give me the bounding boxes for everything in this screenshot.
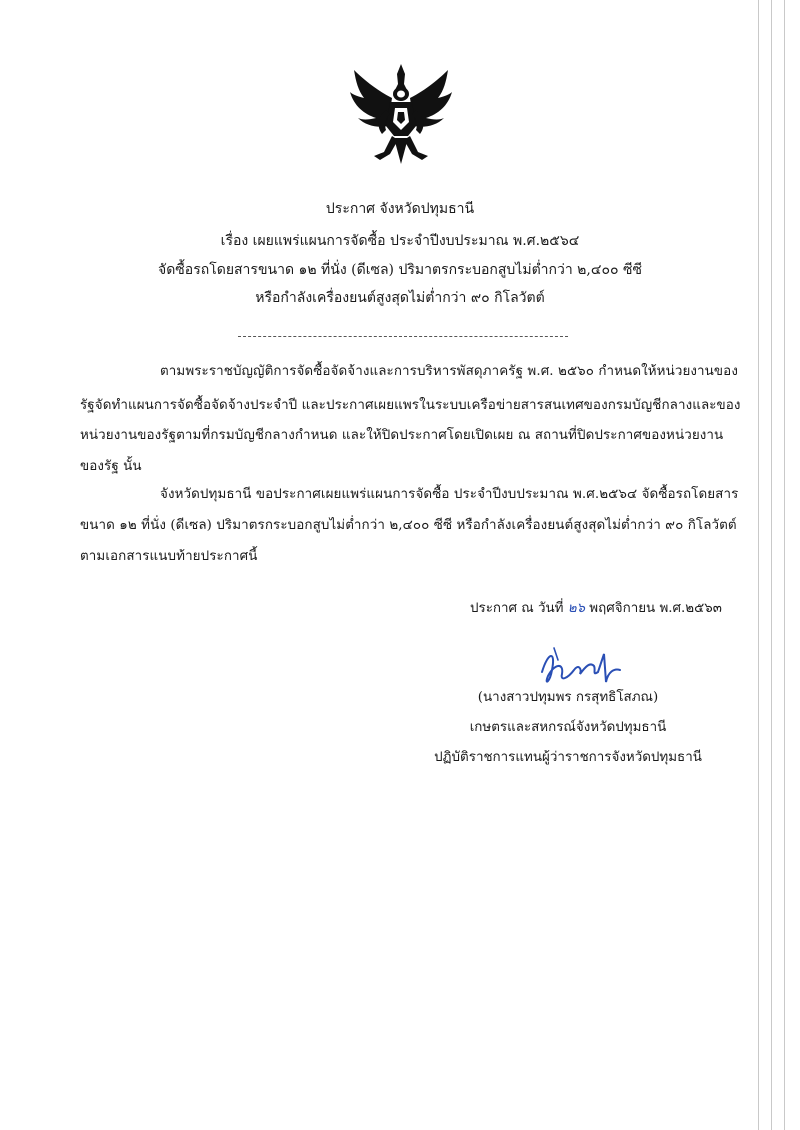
signatory-name: (นางสาวปทุมพร กรสุทธิโสภณ) [477, 690, 659, 705]
scan-edge-line [771, 0, 772, 1130]
paragraph-2-line-1: จังหวัดปทุมธานี ขอประกาศเผยแพร่แผนการจัดซื้อ ประจำปีงบประมาณ พ.ศ.๒๕๖๔ จัดซื้อรถโดยสาร [160, 487, 739, 502]
signatory-position-1: เกษตรและสหกรณ์จังหวัดปทุมธานี [469, 720, 667, 735]
paragraph-1-line-2: รัฐจัดทำแผนการจัดซื้อจัดจ้างประจำปี และประกาศเผยแพรในระบบเครือข่ายสารสนเทศของกรมบัญชีกลางและของ [80, 398, 741, 413]
divider-rule [238, 336, 568, 337]
announcement-date [470, 597, 722, 618]
paragraph-1-line-4: ของรัฐ นั้น [80, 459, 142, 474]
paragraph-1-line-3: หน่วยงานของรัฐตามที่กรมบัญชีกลางกำหนด และให้ปิดประกาศโดยเปิดเผย ณ สถานที่ปิดประกาศของหน่วยงาน [80, 428, 724, 443]
date-prefix: ประกาศ ณ วันที่ [470, 601, 568, 616]
announcement-subject: เรื่อง เผยแพร่แผนการจัดซื้อ ประจำปีงบประมาณ พ.ศ.๒๕๖๔ [220, 233, 580, 249]
date-suffix: พฤศจิกายน พ.ศ.๒๕๖๓ [585, 601, 722, 616]
announcement-detail-line-2: หรือกำลังเครื่องยนต์สูงสุดไม่ต่ำกว่า ๙๐ กิโลวัตต์ [255, 290, 545, 306]
handwritten-signature-icon [534, 642, 624, 692]
paragraph-1-line-1: ตามพระราชบัญญัติการจัดซื้อจัดจ้างและการบริหารพัสดุภาครัฐ พ.ศ. ๒๕๖๐ กำหนดให้หน่วยงานของ [160, 364, 738, 379]
signatory-position-2: ปฏิบัติราชการแทนผู้ว่าราชการจังหวัดปทุมธานี [434, 750, 702, 765]
scan-edge-line [784, 0, 785, 1130]
scan-edge-line [758, 0, 759, 1130]
date-day-handwritten: ๒๖ [567, 601, 586, 616]
garuda-emblem-icon [346, 60, 456, 170]
announcement-title: ประกาศ จังหวัดปทุมธานี [325, 201, 475, 217]
paragraph-2-line-2: ขนาด ๑๒ ที่นั่ง (ดีเซล) ปริมาตรกระบอกสูบไม่ต่ำกว่า ๒,๔๐๐ ซีซี หรือกำลังเครื่องยนต์สูงสุดไม่ต่ำกว่า ๙๐ กิโลวัตต์ [80, 518, 737, 533]
paragraph-2-line-3: ตามเอกสารแนบท้ายประกาศนี้ [80, 549, 258, 564]
announcement-detail-line-1: จัดซื้อรถโดยสารขนาด ๑๒ ที่นั่ง (ดีเซล) ปริมาตรกระบอกสูบไม่ต่ำกว่า ๒,๔๐๐ ซีซี [158, 262, 642, 278]
